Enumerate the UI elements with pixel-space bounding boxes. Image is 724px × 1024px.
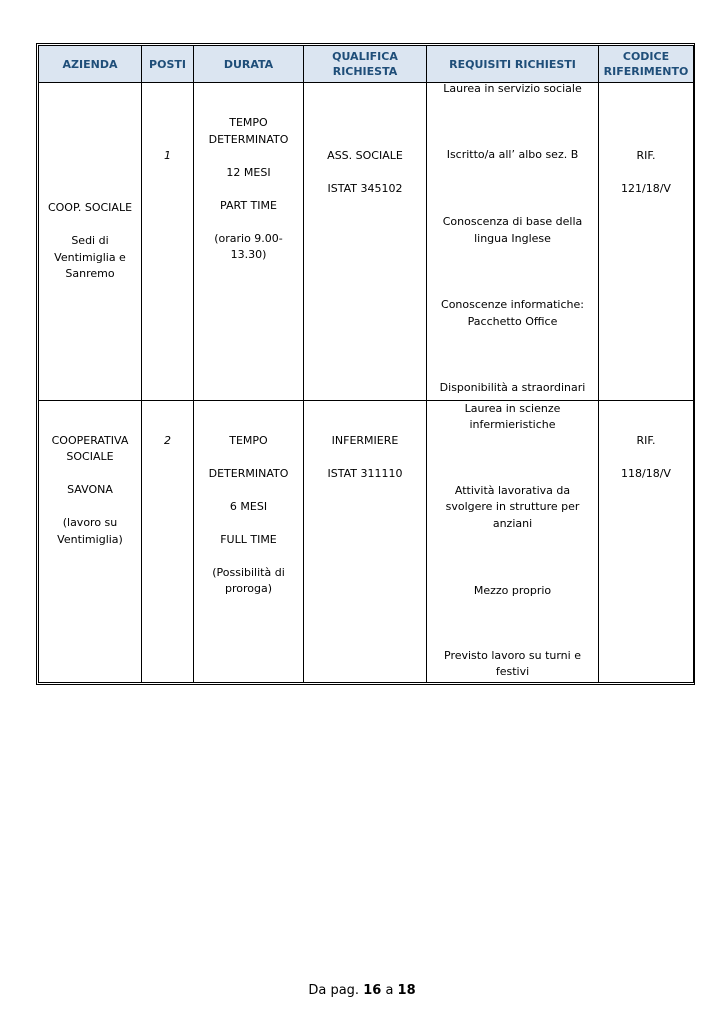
requisiti-cell: Laurea in servizio sociale Iscritto/a all’ albo sez. B Conoscenza di base della lingua Inglese Conoscenze informatiche: Pacchetto Office Disponibilità a straordinari [427,83,599,401]
header-durata: DURATA [194,46,304,83]
footer-middle: a [385,983,394,998]
table-row [39,83,694,401]
footer-prefix: Da pag. [308,983,360,998]
header-azienda: AZIENDA [39,46,142,83]
job-offers-table-frame [36,43,695,685]
page-footer [0,983,724,998]
qualifica-cell: INFERMIERE ISTAT 311110 [304,400,427,682]
azienda-cell: COOPERATIVA SOCIALE SAVONA (lavoro su Ventimiglia) [39,400,142,682]
qualifica-cell: ASS. SOCIALE ISTAT 345102 [304,83,427,401]
job-offers-table [38,45,694,683]
footer-current-page: 16 [363,983,382,998]
header-posti: POSTI [142,46,194,83]
header-codice: CODICE RIFERIMENTO [599,46,694,83]
footer-total-pages: 18 [397,983,416,998]
durata-cell: TEMPO DETERMINATO 12 MESI PART TIME (orario 9.00- 13.30) [194,83,304,401]
durata-cell: TEMPO DETERMINATO 6 MESI FULL TIME (Possibilità di proroga) [194,400,304,682]
requisiti-cell: Laurea in scienze infermieristiche Attività lavorativa da svolgere in strutture per anziani Mezzo proprio Previsto lavoro su turni e festivi [427,400,599,682]
posti-cell: 2 [142,400,194,682]
table-row [39,400,694,682]
header-qualifica: QUALIFICA RICHIESTA [304,46,427,83]
table-header-row [39,46,694,83]
codice-cell: RIF. 121/18/V [599,83,694,401]
posti-cell: 1 [142,83,194,401]
header-requisiti: REQUISITI RICHIESTI [427,46,599,83]
codice-cell: RIF. 118/18/V [599,400,694,682]
azienda-cell: COOP. SOCIALE Sedi di Ventimiglia e Sanremo [39,83,142,401]
